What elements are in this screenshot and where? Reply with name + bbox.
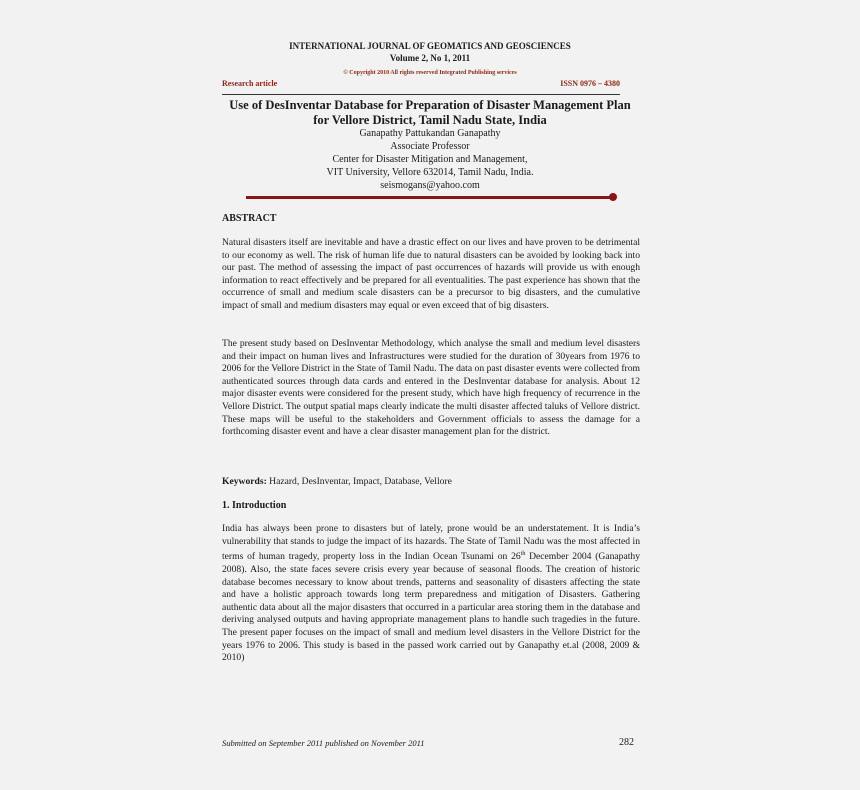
paper-title-line-2: for Vellore District, Tamil Nadu State, India (313, 113, 547, 127)
author-email: seismogans@yahoo.com (380, 180, 480, 191)
author-address: VIT University, Vellore 632014, Tamil Nadu, India. (326, 167, 534, 178)
intro-superscript: th (520, 551, 526, 558)
keywords-line (222, 476, 640, 487)
article-type: Research article (222, 79, 278, 88)
title-divider (246, 196, 612, 199)
divider-dot (609, 193, 617, 201)
issn: ISSN 0976 – 4380 (560, 79, 620, 88)
abstract-paragraph-2: The present study based on DesInventar Methodology, which analyse the small and medium level disasters and their impact on human lives and Infrastructures were studied for the duration of 30years from 1976 to 2006 for the Vellore District in the State of Tamil Nadu. The data on past disaster events were collected from authenticated sources through data cards and entered in the DesInventar database for analysis. About 12 major disaster events were considered for the present study, which have high frequency of recurrence in the Vellore District. The output spatial maps clearly indicate the multi disaster affected taluks of Vellore district. These maps will be useful to the stakeholders and Government officials to assess the damage for a forthcoming disaster event and have a clear disaster management plan for the district. (222, 338, 640, 438)
journal-volume: Volume 2, No 1, 2011 (389, 53, 471, 63)
journal-name: INTERNATIONAL JOURNAL OF GEOMATICS AND GEOSCIENCES (289, 41, 571, 51)
abstract-heading: ABSTRACT (222, 213, 277, 224)
author-name: Ganapathy Pattukandan Ganapathy (359, 128, 501, 139)
journal-header (0, 40, 860, 64)
copyright-notice: © Copyright 2010 All rights reserved Integrated Publishing services (343, 70, 517, 76)
keywords-value: Hazard, DesInventar, Impact, Database, Vellore (266, 476, 452, 487)
author-center: Center for Disaster Mitigation and Management, (332, 154, 528, 165)
author-position: Associate Professor (390, 141, 470, 152)
introduction-heading: 1. Introduction (222, 500, 287, 511)
author-block (0, 127, 860, 192)
paper-title (200, 98, 660, 128)
submission-note: Submitted on September 2011 published on November 2011 (222, 738, 425, 748)
page-number: 282 (619, 737, 634, 748)
paper-title-line-1: Use of DesInventar Database for Preparation of Disaster Management Plan (229, 98, 631, 112)
header-divider (222, 94, 620, 95)
article-meta-line (222, 79, 620, 88)
keywords-label: Keywords: (222, 476, 267, 487)
introduction-paragraph (222, 523, 640, 665)
intro-text-part-1: India has always been prone to disasters but of lately, prone would be an understatement. It is India’s vulnerability that stands to judge the impact of its hazards. The State of Tamil Nadu was the most affected in terms of human tragedy, property loss in the Indian Ocean Tsunami on 26 (222, 523, 640, 563)
abstract-paragraph-1: Natural disasters itself are inevitable and have a drastic effect on our lives and have proven to be detrimental to our economy as well. The risk of human life due to natural disasters can be avoided by looking back into our past. The method of assessing the impact of past occurrences of hazards will provide us with enough information to react effectively and be prepared for all eventualities. The past experience has shown that the occurrence of small and medium scale disasters can be a precursor to big disasters, and the cumulative impact of small and medium disasters may equal or even exceed that of big disasters. (222, 237, 640, 311)
intro-text-part-2: December 2004 (Ganapathy 2008). Also, the state faces severe crisis every year because of seasonal floods. The creation of historic database becomes necessary to know about trends, patterns and seasonality of disasters affecting the state and have a holistic approach towards long term preparedness and mitigation of Disasters. Gathering authentic data about all the major disasters that occurred in a particular area storing them in the database and deriving analysed outputs and having appropriate management plans to handle such tragedies in the future. The present paper focuses on the impact of small and medium level disasters in the Vellore District for the years 1976 to 2006. This study is based in the passed work carried out by Ganapathy et.al (2008, 2009 & 2010) (222, 551, 640, 664)
